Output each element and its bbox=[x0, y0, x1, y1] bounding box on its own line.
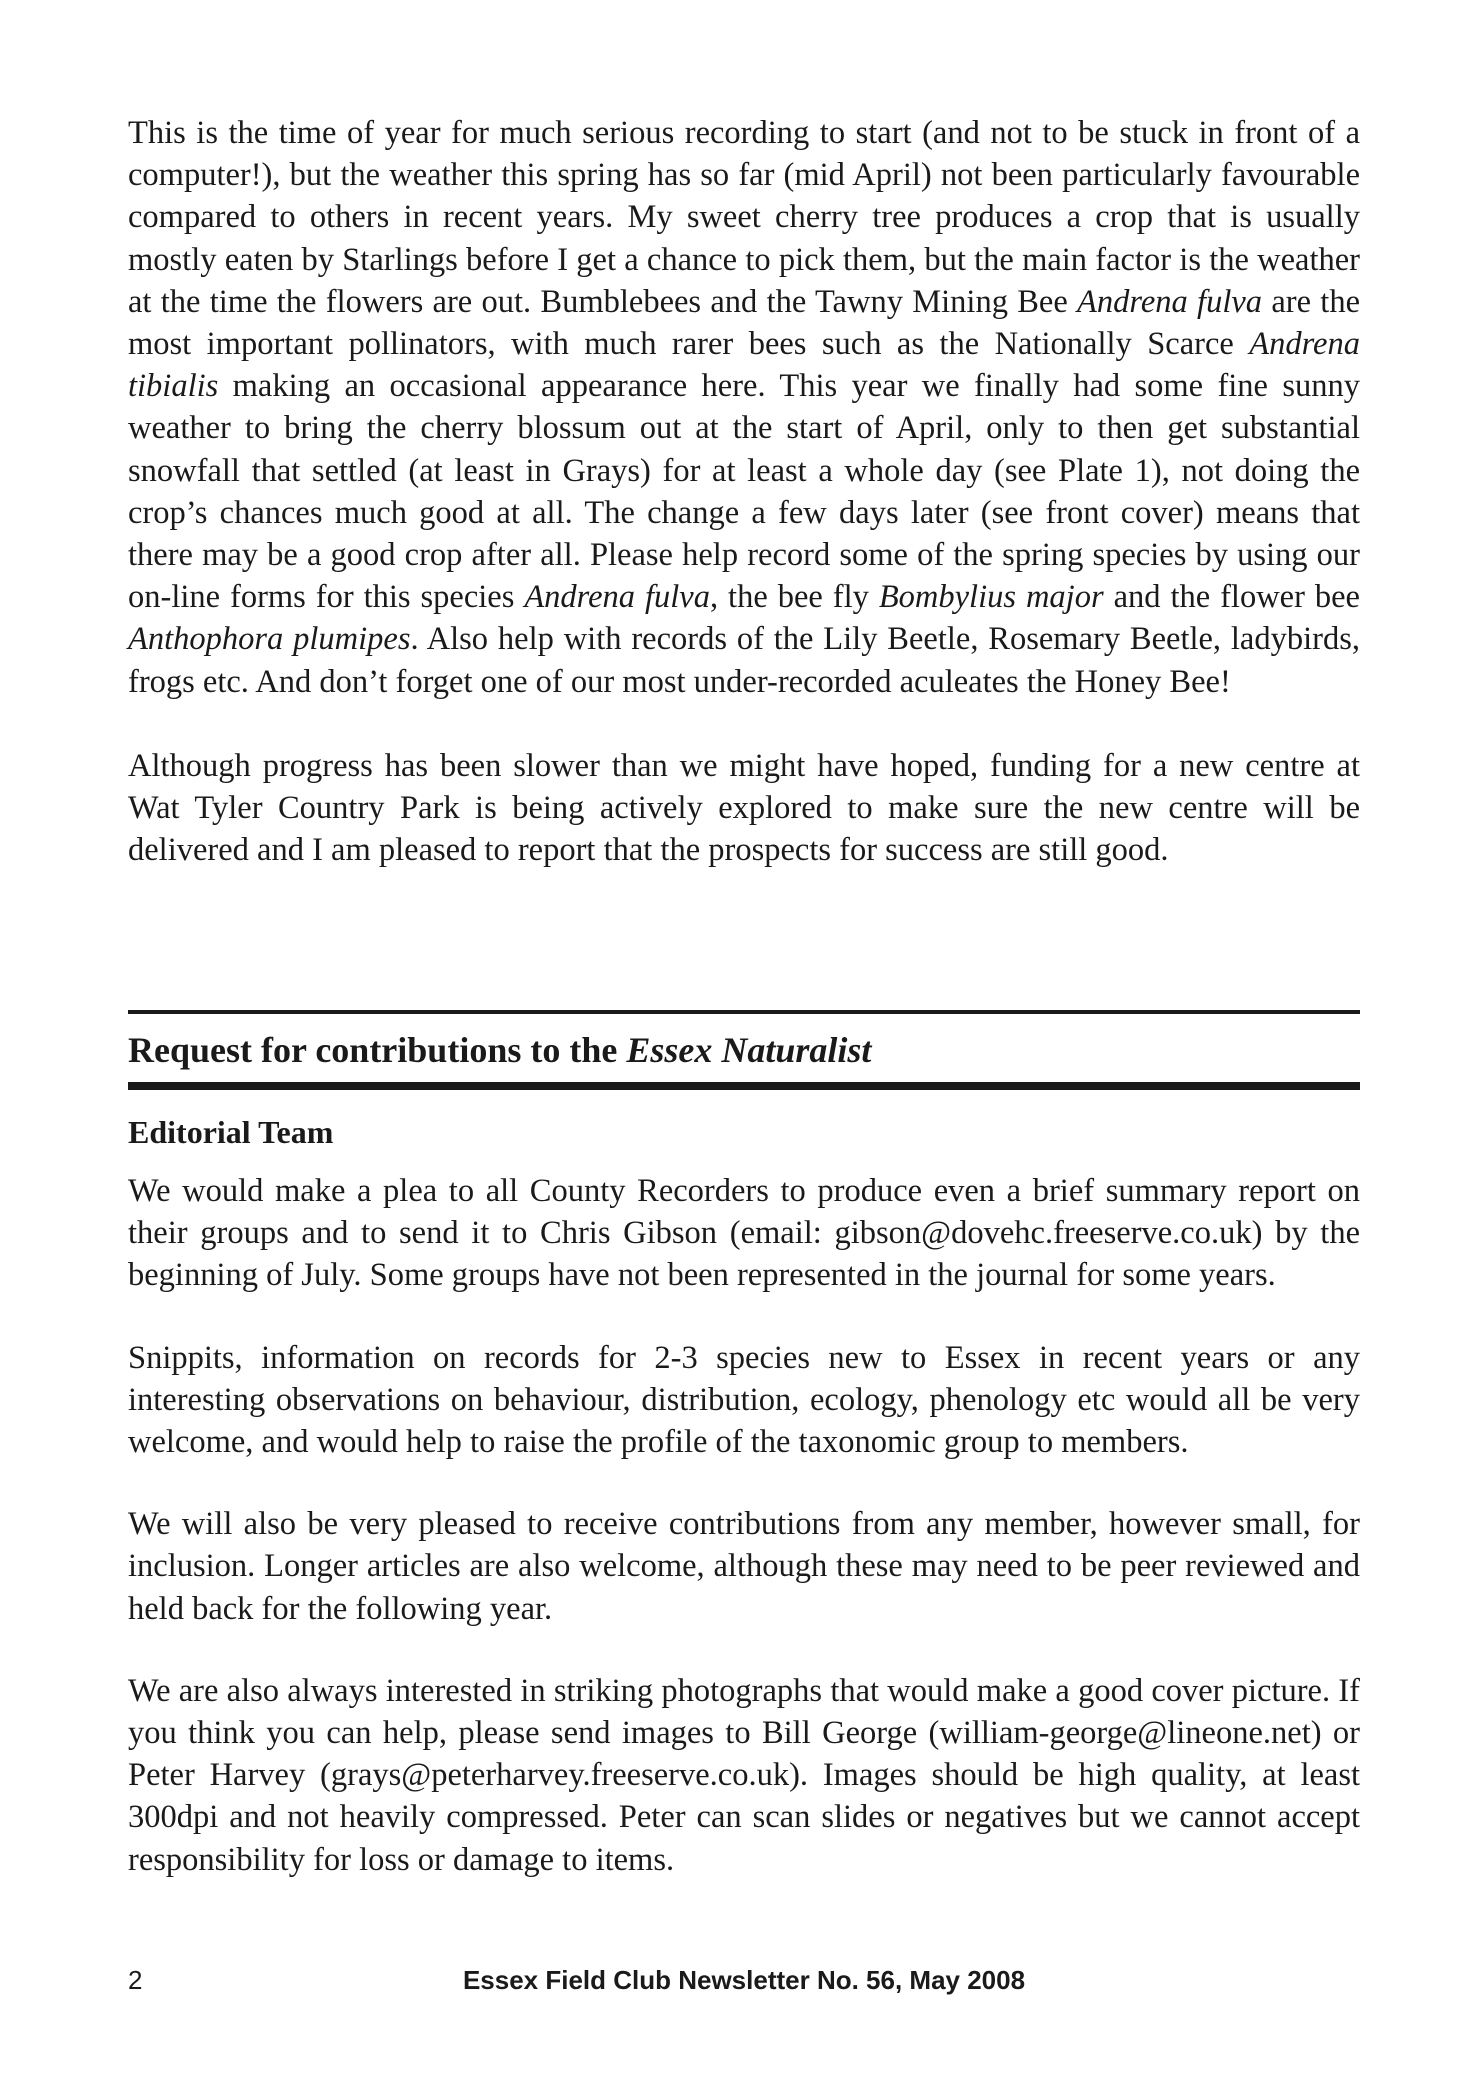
section-title bbox=[128, 1028, 1360, 1072]
page-number: 2 bbox=[128, 1965, 143, 1995]
section-title-text: Request for contributions to the bbox=[128, 1030, 627, 1070]
text-run: and the flower bee bbox=[1103, 579, 1360, 616]
text-run: , the bee fly bbox=[709, 579, 879, 616]
intro-paragraph-2: Although progress has been slower than we might have hoped, funding for a new centre at Wat Tyler Country Park is being actively explored to make sure the new centre will be delivered and I am pleased to report that the prospects for success are still good. bbox=[128, 747, 1360, 869]
species-name: Andrena fulva bbox=[1077, 283, 1263, 320]
section-paragraph-4: We are also always interested in striking photographs that would make a good cover picture. If you think you can help, please send images to Bill George (william-george@lineone.net) or Peter Harvey (grays@peterharvey.freeserve.co.uk). Images should be high quality, at least 300dpi and not heavily compressed. Peter can scan slides or negatives but we cannot accept responsibility for loss or damage to items. bbox=[128, 1672, 1360, 1878]
section-rule-bottom bbox=[128, 1082, 1360, 1090]
intro-paragraph-1 bbox=[128, 112, 1360, 703]
publication-footer: Essex Field Club Newsletter No. 56, May 2008 bbox=[462, 1965, 1026, 1995]
section-paragraph-1: We would make a plea to all County Recorders to produce even a brief summary report on their groups and to send it to Chris Gibson (email: gibson@dovehc.freeserve.co.uk) by the beginning of July. Some groups have not been represented in the journal for some years. bbox=[128, 1173, 1360, 1294]
text-run: making an occasional appearance here. This year we finally had some fine sunny weather to bring the cherry blossum out at the start of April, only to then get substantial snowfall that settled (at least in Grays) for at least a whole day (see Plate 1), not doing the crop’s chances much good at all. The change a few days later (see front cover) means that there may be a good crop after all. Please help record some of the spring species by using our on-line forms for this species bbox=[128, 368, 1360, 616]
species-name: Anthophora plumipes bbox=[128, 621, 411, 658]
section-paragraph-2: Snippits, information on records for 2-3 species new to Essex in recent years or any interesting observations on behaviour, distribution, ecology, phenology etc would all be very welcome, and would help to raise the profile of the taxonomic group to members. bbox=[128, 1339, 1360, 1461]
contributions-section bbox=[128, 1010, 1360, 1881]
intro-text bbox=[128, 112, 1360, 871]
species-name: Andrena tibialis bbox=[128, 326, 1360, 405]
species-name: Andrena fulva bbox=[524, 579, 710, 616]
species-name: Bombylius major bbox=[878, 579, 1104, 616]
section-rule-top bbox=[128, 1010, 1360, 1014]
section-byline: Editorial Team bbox=[128, 1114, 334, 1150]
text-run: This is the time of year for much serious recording to start (and not to be stuck in front of a computer!), but the weather this spring has so far (mid April) not been particularly favourable compared to others in recent years. My sweet cherry tree produces a crop that is usually mostly eaten by Starlings before I get a chance to pick them, but the main factor is the weather at the time the flowers are out. Bumblebees and the Tawny Mining Bee bbox=[128, 115, 1360, 320]
text-run: are the most important pollinators, with much rarer bees such as the Nationally Scarce bbox=[128, 283, 1360, 363]
journal-name: Essex Naturalist bbox=[626, 1030, 872, 1070]
section-paragraph-3: We will also be very pleased to receive contributions from any member, however small, for inclusion. Longer articles are also welcome, although these may need to be peer reviewed and held back for the following year. bbox=[128, 1506, 1360, 1627]
text-run: . Also help with records of the Lily Beetle, Rosemary Beetle, ladybirds, frogs etc. And don’t forget one of our most under-recorded aculeates the Honey Bee! bbox=[128, 621, 1360, 700]
